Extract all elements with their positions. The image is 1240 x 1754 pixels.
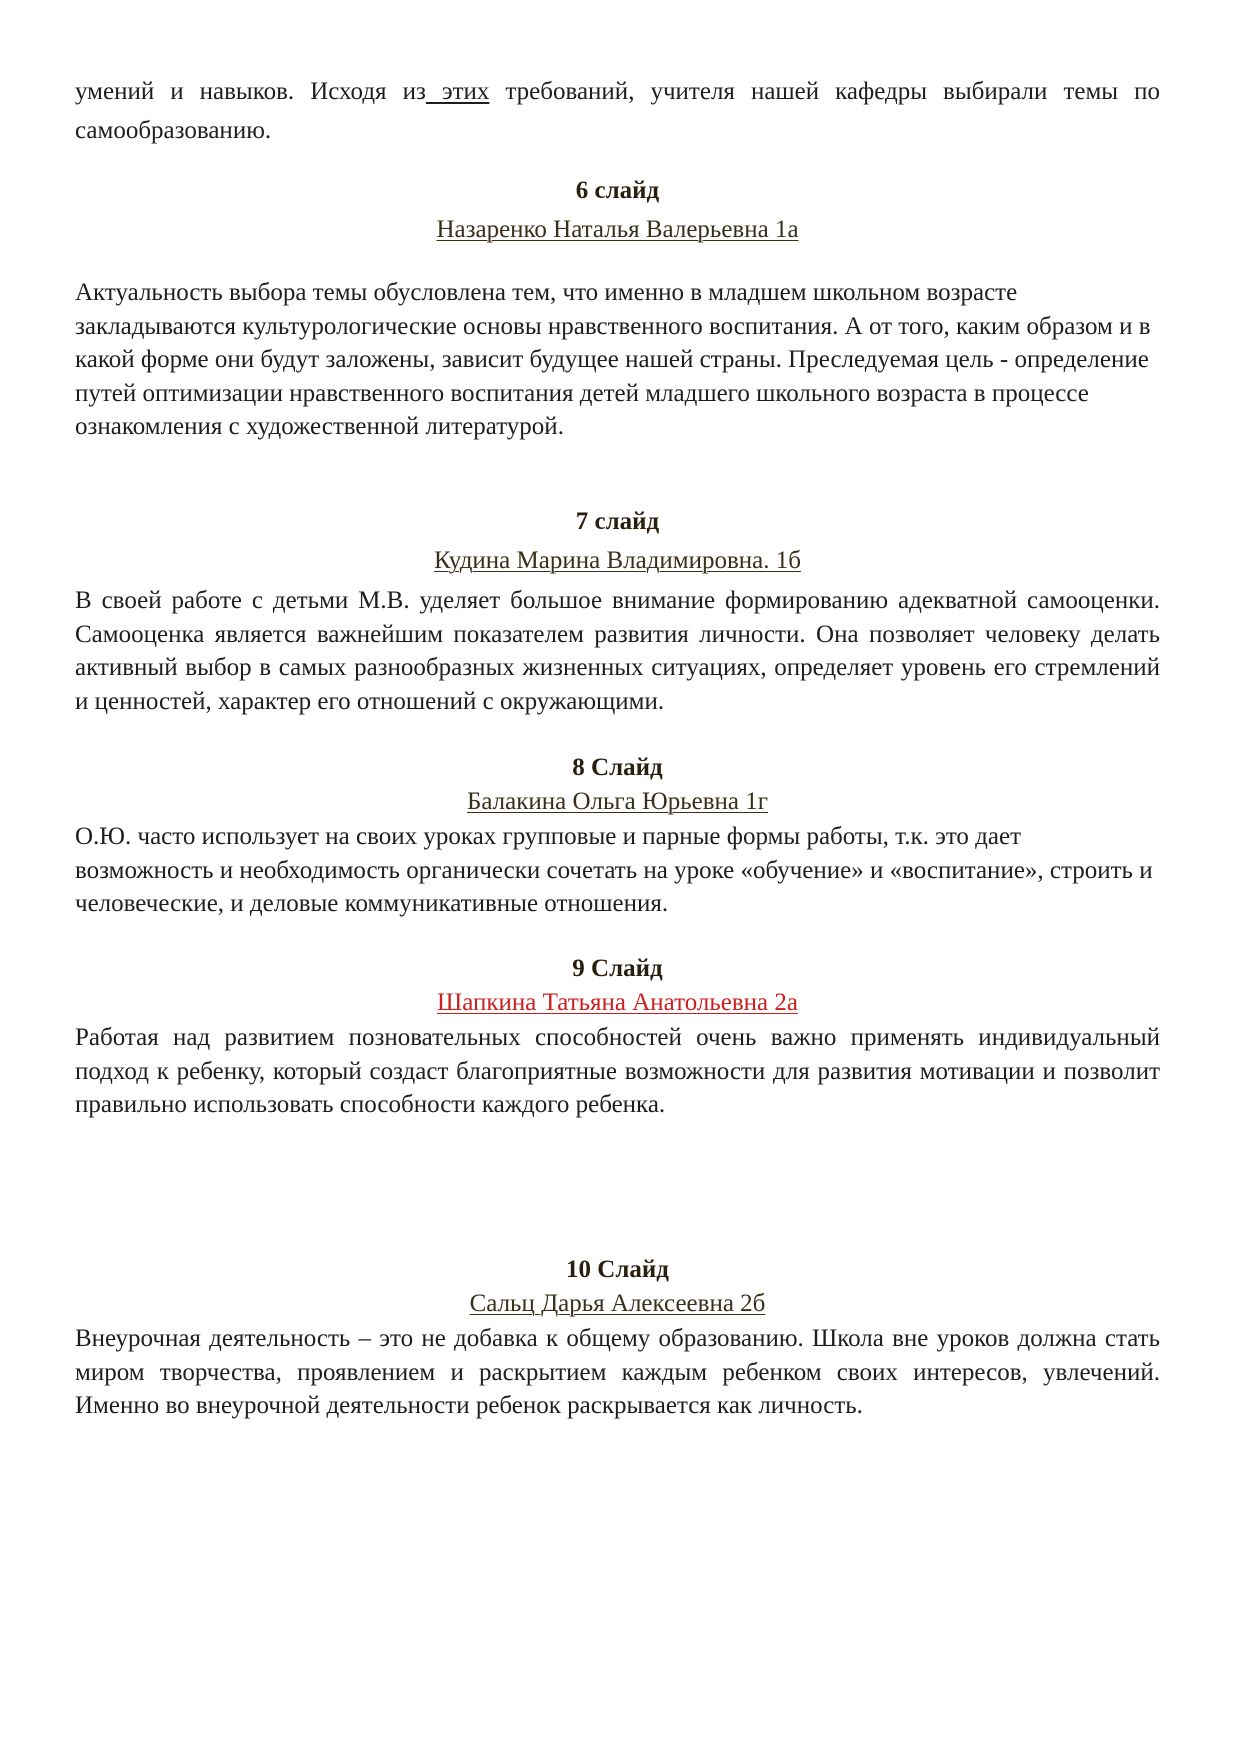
slide-7-paragraph: В своей работе с детьми М.В. уделяет большое внимание формированию адекватной самооценки. Самооценка является важнейшим показателем развития личности. Она позволяет человеку делать активный выбор в самых разнообразных жизненных ситуациях, определяет уровень его стремлений и ценностей, характер его отношений с окружающими. (75, 587, 1160, 715)
slide-7-title: 7 слайд (575, 508, 660, 535)
slide-6-teacher-name: Назаренко Наталья Валерьевна 1а (436, 216, 799, 243)
slide-10-teacher-name: Сальц Дарья Алексеевна 2б (469, 1290, 766, 1317)
intro-paragraph (75, 72, 1160, 150)
slide-9-teacher-name: Шапкина Татьяна Анатольевна 2а (436, 989, 798, 1016)
intro-text-2: требований, учителя нашей кафедры выбирали темы по самообразованию. (75, 78, 1160, 144)
intro-text-1: умений и навыков. Исходя из (75, 78, 426, 105)
slide-9-paragraph: Работая над развитием позновательных способностей очень важно применять индивидуальный подход к ребенку, который создаст благоприятные возможности для развития мотивации и позволит правильно использовать способности каждого ребенка. (75, 1024, 1160, 1118)
slide-8-teacher-name: Балакина Ольга Юрьевна 1г (466, 788, 768, 815)
slide-6-title: 6 слайд (575, 177, 660, 204)
slide-9-title: 9 Слайд (572, 955, 663, 982)
slide-10-title: 10 Слайд (566, 1256, 669, 1283)
slide-6-paragraph: Актуальность выбора темы обусловлена тем, что именно в младшем школьном возрасте закладываются культурологические основы нравственного воспитания. А от того, каким образом и в какой форме они будут заложены, зависит будущее нашей страны. Преследуемая цель - определение путей оптимизации нравственного воспитания детей младшего школьного возраста в процессе ознакомления с художественной литературой. (75, 279, 1151, 440)
intro-underlined-word: этих (425, 78, 490, 105)
slide-8-title: 8 Слайд (572, 754, 663, 781)
slide-10-paragraph: Внеурочная деятельность – это не добавка к общему образованию. Школа вне уроков должна стать миром творчества, проявлением и раскрытием каждым ребенком своих интересов, увлечений. Именно во внеурочной деятельности ребенок раскрывается как личность. (75, 1325, 1160, 1419)
slide-8-paragraph: О.Ю. часто использует на своих уроках групповые и парные формы работы, т.к. это дает возможность и необходимость органически сочетать на уроке «обучение» и «воспитание», строить и человеческие, и деловые коммуникативные отношения. (75, 823, 1153, 917)
slide-7-teacher-name: Кудина Марина Владимировна. 1б (433, 547, 802, 574)
